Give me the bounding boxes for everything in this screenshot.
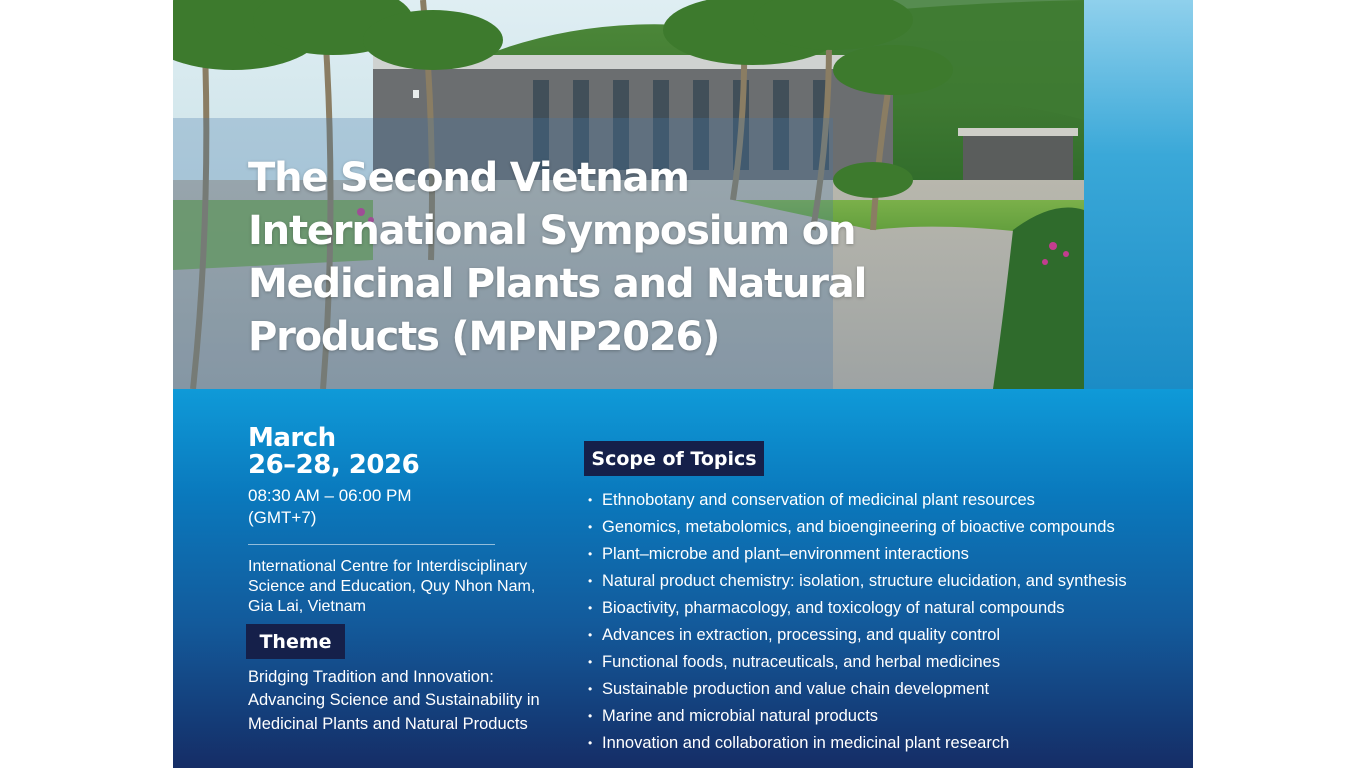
topic-text: Bioactivity, pharmacology, and toxicology of natural compounds [602, 599, 1065, 617]
bullet-icon: • [588, 682, 593, 696]
topics-list [588, 489, 1127, 759]
topic-item [588, 570, 1127, 597]
topic-text: Natural product chemistry: isolation, structure elucidation, and synthesis [602, 572, 1127, 590]
topic-item [588, 543, 1127, 570]
topic-item [588, 678, 1127, 705]
topic-text: Ethnobotany and conservation of medicinal plant resources [602, 491, 1035, 509]
topic-item [588, 732, 1127, 759]
venue-line: International Centre for Interdisciplinary [248, 558, 528, 575]
topic-text: Sustainable production and value chain development [602, 680, 990, 698]
topic-text: Genomics, metabolomics, and bioengineering of bioactive compounds [602, 518, 1115, 536]
topic-item [588, 624, 1127, 651]
bullet-icon: • [588, 520, 593, 534]
theme-line: Advancing Science and Sustainability in [248, 691, 540, 709]
details-section [173, 389, 1193, 768]
topic-text: Marine and microbial natural products [602, 707, 879, 725]
topic-text: Plant–microbe and plant–environment interactions [602, 545, 969, 563]
bullet-icon: • [588, 709, 593, 723]
theme-label: Theme [246, 624, 345, 659]
bullet-icon: • [588, 601, 593, 615]
topic-text: Innovation and collaboration in medicinal plant research [602, 734, 1010, 752]
theme-line: Bridging Tradition and Innovation: [248, 668, 494, 686]
topic-text: Advances in extraction, processing, and quality control [602, 626, 1001, 644]
topic-item [588, 705, 1127, 732]
theme-line: Medicinal Plants and Natural Products [248, 715, 528, 733]
bullet-icon: • [588, 736, 593, 750]
event-title: The Second Vietnam International Symposium on Medicinal Plants and Natural Products (MPNP2026) [248, 155, 867, 360]
topic-item [588, 489, 1127, 516]
bullet-icon: • [588, 547, 593, 561]
venue-line: Gia Lai, Vietnam [248, 598, 366, 615]
event-month: March [248, 423, 336, 453]
topic-item [588, 597, 1127, 624]
event-time: 08:30 AM – 06:00 PM [248, 486, 412, 505]
topic-text: Functional foods, nutraceuticals, and herbal medicines [602, 653, 1001, 671]
topic-item [588, 651, 1127, 678]
bullet-icon: • [588, 574, 593, 588]
venue-line: Science and Education, Quy Nhon Nam, [248, 578, 536, 595]
bullet-icon: • [588, 628, 593, 642]
hero-banner [173, 0, 1193, 389]
divider [248, 544, 495, 545]
event-poster [173, 0, 1193, 768]
topics-label: Scope of Topics [584, 441, 764, 476]
bullet-icon: • [588, 655, 593, 669]
topic-item [588, 516, 1127, 543]
hero-side-panel [1084, 0, 1193, 389]
bullet-icon: • [588, 493, 593, 507]
event-days: 26–28, 2026 [248, 450, 420, 480]
event-timezone: (GMT+7) [248, 508, 317, 527]
